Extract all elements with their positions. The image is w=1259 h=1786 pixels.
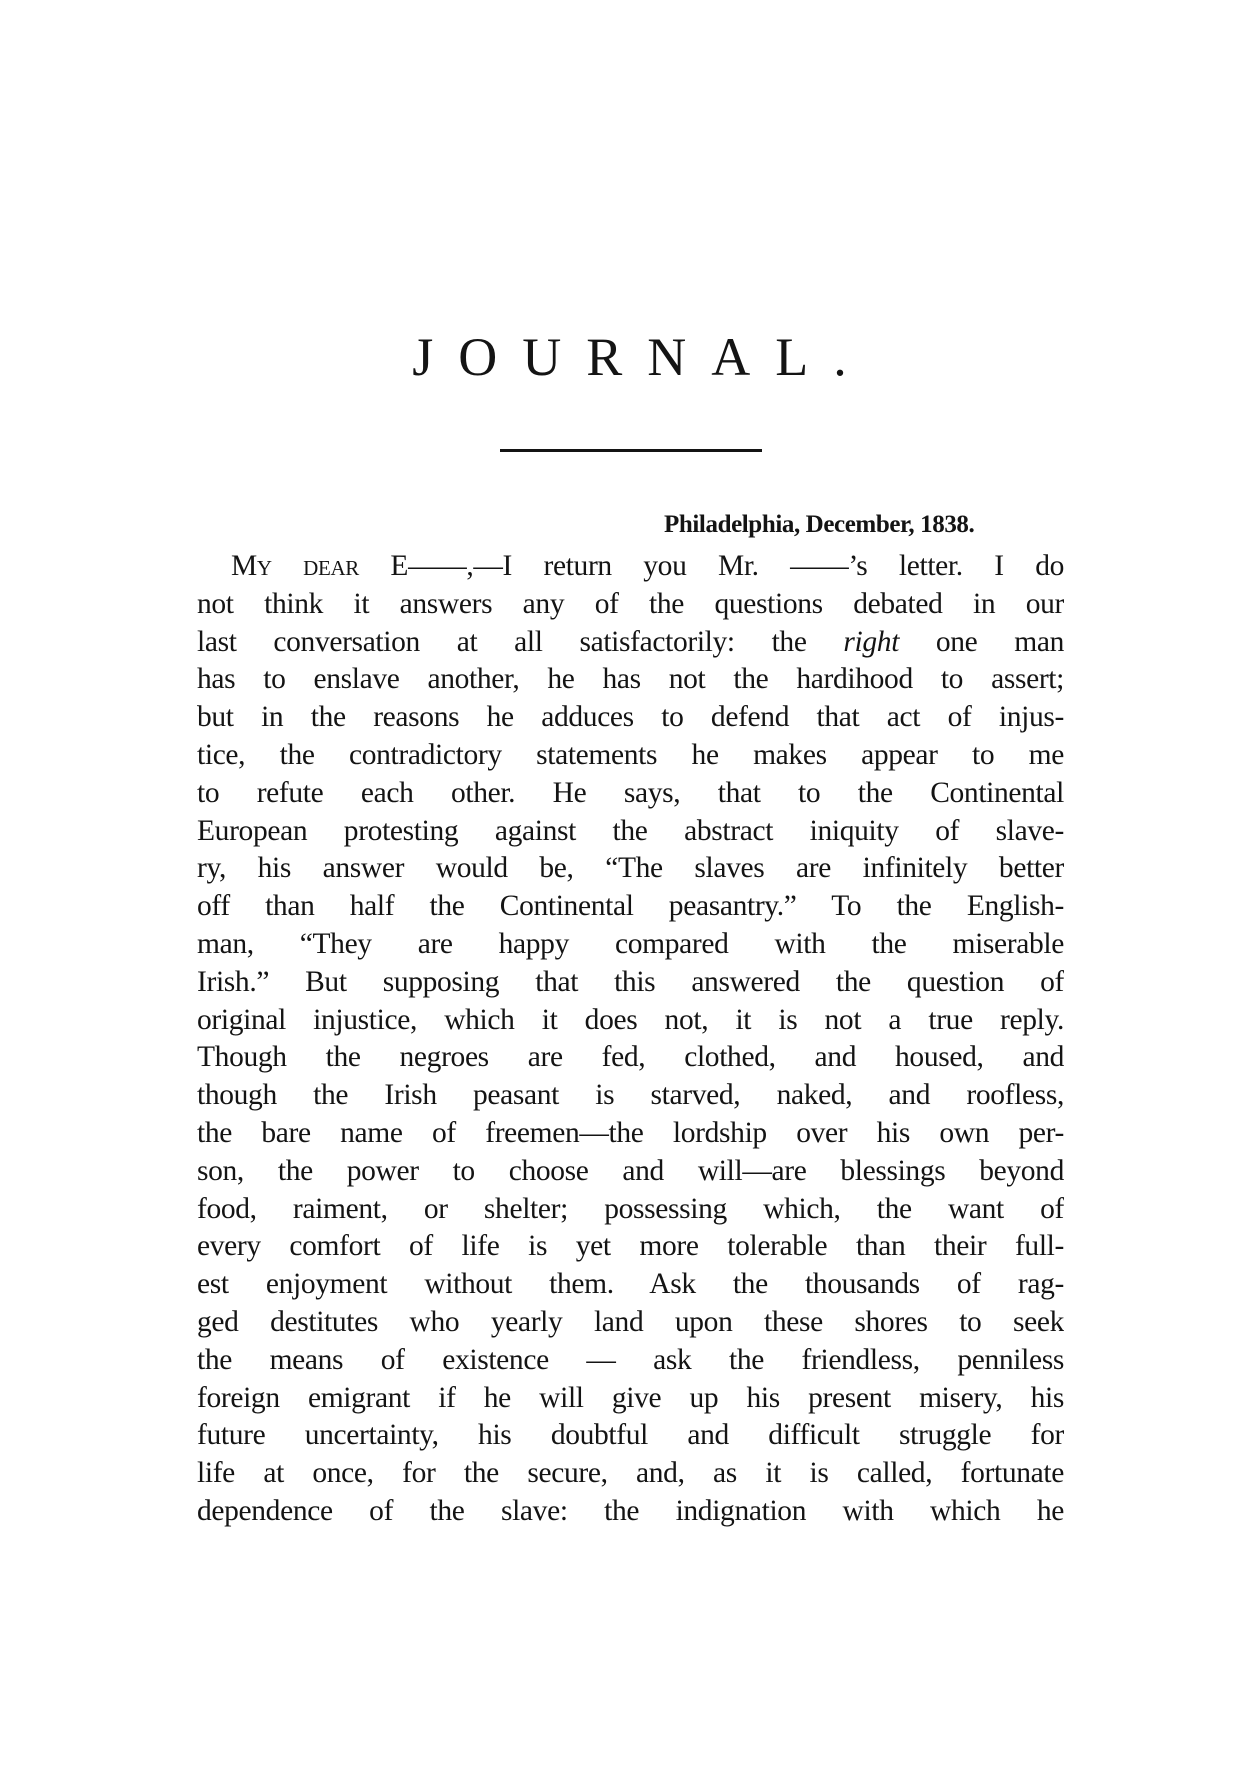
text-line: food, raiment, or shelter; possessing which, the want of — [197, 1192, 1064, 1225]
salutation-line — [197, 548, 1064, 586]
text-line: life at once, for the secure, and, as it is called, fortunate — [197, 1457, 1064, 1490]
letter-body — [197, 548, 1064, 1531]
text-line: the means of existence — ask the friendless, penniless — [197, 1343, 1064, 1376]
text-line: future uncertainty, his doubtful and difficult struggle for — [197, 1419, 1064, 1452]
text-line: off than half the Continental peasantry.” To the English- — [197, 890, 1064, 923]
text-line: has to enslave another, he has not the hardihood to assert; — [197, 663, 1064, 696]
text-line: though the Irish peasant is starved, naked, and roofless, — [197, 1079, 1064, 1112]
salutation-small-caps: My dear — [231, 550, 359, 582]
text-line: son, the power to choose and will—are blessings beyond — [197, 1154, 1064, 1187]
italic-line-after: one man — [899, 625, 1064, 658]
dateline: Philadelphia, December, 1838. — [664, 511, 975, 538]
text-line: Though the negroes are fed, clothed, and housed, and — [197, 1041, 1064, 1074]
text-line: not think it answers any of the questions debated in our — [197, 587, 1064, 620]
text-line: original injustice, which it does not, it is not a true reply. — [197, 1003, 1064, 1036]
text-line: tice, the contradictory statements he makes appear to me — [197, 738, 1064, 771]
italic-word: right — [843, 625, 900, 658]
italic-line-before: last conversation at all satisfactorily: the — [197, 625, 844, 658]
text-line: ged destitutes who yearly land upon these shores to seek — [197, 1305, 1064, 1338]
text-line: est enjoyment without them. Ask the thousands of rag- — [197, 1268, 1064, 1301]
text-line: foreign emigrant if he will give up his present misery, his — [197, 1381, 1064, 1414]
text-line: to refute each other. He says, that to the Continental — [197, 776, 1064, 809]
text-line: every comfort of life is yet more tolerable than their full- — [197, 1230, 1064, 1263]
text-line: Irish.” But supposing that this answered the question of — [197, 965, 1064, 998]
text-line: man, “They are happy compared with the miserable — [197, 927, 1064, 960]
italic-line — [197, 624, 1064, 662]
text-line: but in the reasons he adduces to defend that act of injus- — [197, 701, 1064, 734]
salutation-rest: E——,—I return you Mr. ——’s letter. I do — [358, 550, 1064, 582]
text-line: dependence of the slave: the indignation with which he — [197, 1494, 1064, 1527]
chapter-title: JOURNAL. — [412, 327, 872, 387]
text-line: the bare name of freemen—the lordship over his own per- — [197, 1116, 1064, 1149]
text-line: ry, his answer would be, “The slaves are infinitely better — [197, 852, 1064, 885]
text-line: European protesting against the abstract iniquity of slave- — [197, 814, 1064, 847]
title-rule — [500, 449, 762, 452]
